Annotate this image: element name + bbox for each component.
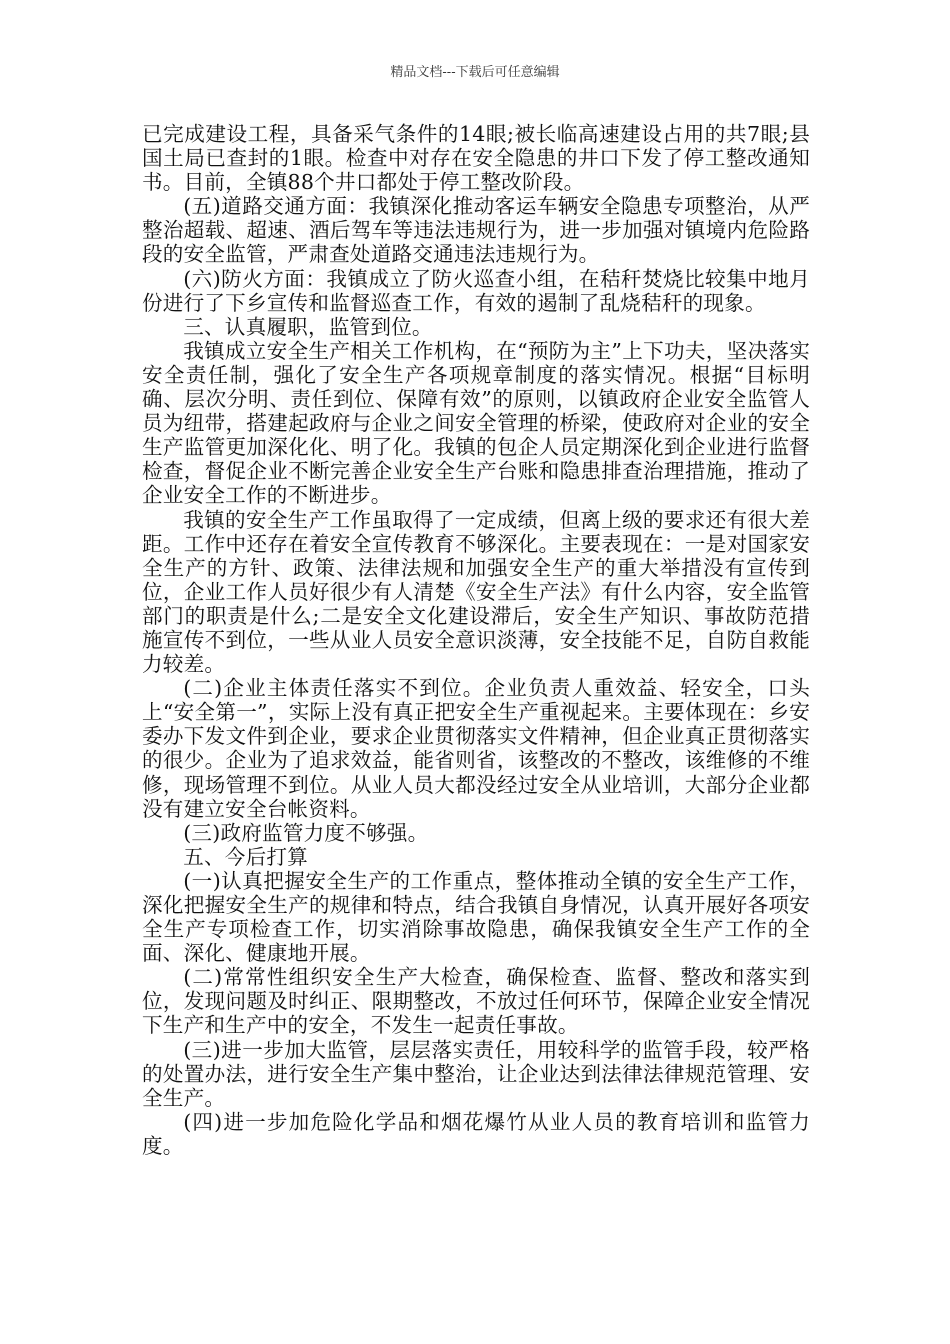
paragraph: (三)进一步加大监管，层层落实责任，用较科学的监管手段，较严格的处置办法，进行安全生产集中整治，让企业达到法律法律规范管理、安全生产。	[142, 1037, 810, 1110]
document-body	[142, 122, 810, 1158]
paragraph: (六)防火方面：我镇成立了防火巡查小组，在秸秆焚烧比较集中地月份进行了下乡宣传和监督巡查工作，有效的遏制了乱烧秸秆的现象。	[142, 266, 810, 315]
page-header: 精品文档---下载后可任意编辑	[390, 65, 560, 80]
paragraph: (一)认真把握安全生产的工作重点，整体推动全镇的安全生产工作，深化把握安全生产的规律和特点，结合我镇自身情况，认真开展好各项安全生产专项检查工作，切实消除事故隐患，确保我镇安全生产工作的全面、深化、健康地开展。	[142, 868, 810, 966]
paragraph: 已完成建设工程，具备采气条件的14眼;被长临高速建设占用的共7眼;县国土局已查封的1眼。检查中对存在安全隐患的井口下发了停工整改通知书。目前，全镇88个井口都处于停工整改阶段。	[142, 122, 810, 195]
paragraph: (四)进一步加危险化学品和烟花爆竹从业人员的教育培训和监管力度。	[142, 1109, 810, 1158]
section-heading: 三、认真履职，监管到位。	[183, 314, 433, 339]
paragraph: (三)政府监管力度不够强。	[183, 820, 429, 845]
paragraph: 我镇的安全生产工作虽取得了一定成绩，但离上级的要求还有很大差距。工作中还存在着安全宣传教育不够深化。主要表现在：一是对国家安全生产的方针、政策、法律法规和加强安全生产的重大举措没有宣传到位，企业工作人员好很少有人清楚《安全生产法》有什么内容，安全监管部门的职责是什么;二是安全文化建设滞后，安全生产知识、事故防范措施宣传不到位，一些从业人员安全意识淡薄，安全技能不足，自防自救能力较差。	[142, 507, 810, 677]
paragraph: (五)道路交通方面：我镇深化推动客运车辆安全隐患专项整治，从严整治超载、超速、酒后驾车等违法违规行为，进一步加强对镇境内危险路段的安全监管，严肃查处道路交通违法违规行为。	[142, 194, 810, 267]
paragraph: (二)常常性组织安全生产大检查，确保检查、监督、整改和落实到位，发现问题及时纠正、限期整改，不放过任何环节，保障企业安全情况下生产和生产中的安全，不发生一起责任事故。	[142, 965, 810, 1038]
paragraph: 我镇成立安全生产相关工作机构，在“预防为主”上下功夫，坚决落实安全责任制，强化了安全生产各项规章制度的落实情况。根据“目标明确、层次分明、责任到位、保障有效”的原则，以镇政府企业安全监管人员为纽带，搭建起政府与企业之间安全管理的桥梁，使政府对企业的安全生产监管更加深化化、明了化。我镇的包企人员定期深化到企业进行监督检查，督促企业不断完善企业安全生产台账和隐患排查治理措施，推动了企业安全工作的不断进步。	[142, 338, 810, 508]
paragraph: (二)企业主体责任落实不到位。企业负责人重效益、轻安全，口头上“安全第一”，实际上没有真正把安全生产重视起来。主要体现在：乡安委办下发文件到企业，要求企业贯彻落实文件精神，但企业真正贯彻落实的很少。企业为了追求效益，能省则省，该整改的不整改，该维修的不维修，现场管理不到位。从业人员大都没经过安全从业培训，大部分企业都没有建立安全台帐资料。	[142, 676, 810, 821]
section-heading: 五、今后打算	[183, 844, 308, 869]
